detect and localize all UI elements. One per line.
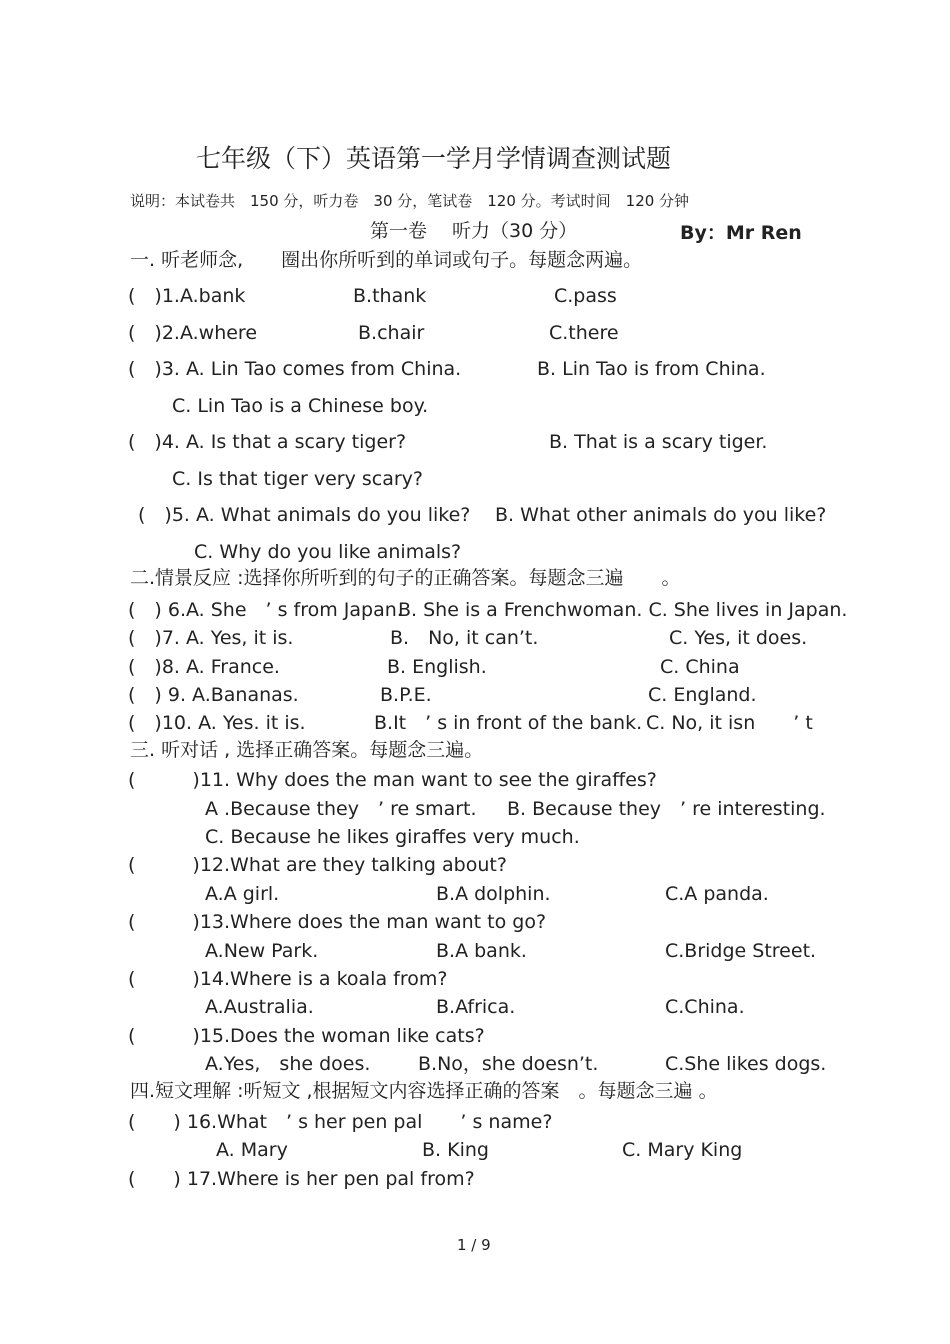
question-stem: ( ) 6.A. She ’ s from Japan. <box>128 599 403 621</box>
option-c: C. No, it isn ’ t <box>646 712 813 734</box>
option-b: B.A bank. <box>436 940 527 962</box>
author-label: By：Mr Ren <box>680 222 802 244</box>
option-b: B. She is a Frenchwoman. C. She lives in Japan. <box>398 599 848 621</box>
option-a: A.Australia. <box>205 996 314 1018</box>
option-b: B. Because they ’ re interesting. <box>507 798 826 820</box>
option-b: B. Lin Tao is from China. <box>537 358 766 380</box>
option-c: C. Yes, it does. <box>669 627 808 649</box>
question-stem: ( )7. A. Yes, it is. <box>128 627 294 649</box>
section-heading: 二.情景反应 :选择你所听到的句子的正确答案。每题念三遍 。 <box>130 567 681 589</box>
question-stem: ( ) 16.What ’ s her pen pal ’ s name? <box>128 1111 553 1133</box>
section-heading: 四.短文理解 :听短文 ,根据短文内容选择正确的答案 。每题念三遍 。 <box>130 1080 718 1102</box>
option-a: A .Because they ’ re smart. <box>205 798 477 820</box>
option-c: C.She likes dogs. <box>665 1053 827 1075</box>
option-a: A.A girl. <box>205 883 280 905</box>
section-heading: 三. 听对话 , 选择正确答案。每题念三遍。 <box>130 739 484 761</box>
option-c: C. Why do you like animals? <box>194 541 462 563</box>
exam-title: 七年级（下）英语第一学月学情调查测试题 <box>196 144 672 173</box>
question-stem: ( )8. A. France. <box>128 656 280 678</box>
question-stem: ( ) 17.Where is her pen pal from? <box>128 1168 475 1190</box>
option-c: C. Lin Tao is a Chinese boy. <box>172 395 429 417</box>
exam-instructions: 说明：本试卷共 150 分，听力卷 30 分，笔试卷 120 分。考试时间 120 分钟 <box>130 192 690 210</box>
question-stem: ( )11. Why does the man want to see the giraffes? <box>128 769 657 791</box>
option-b: B.A dolphin. <box>436 883 551 905</box>
option-c: C. Is that tiger very scary? <box>172 468 423 490</box>
option-b: B. What other animals do you like? <box>495 504 827 526</box>
option-a: A.Yes, she does. <box>205 1053 371 1075</box>
option-a: A.New Park. <box>205 940 319 962</box>
option-b: B. That is a scary tiger. <box>549 431 768 453</box>
page-number: 1 / 9 <box>457 1236 491 1254</box>
question-stem: ( )2.A.where <box>128 322 258 344</box>
option-b: B.No，she doesn’t. <box>418 1053 599 1075</box>
option-c: C.China. <box>665 996 745 1018</box>
option-c: C.A panda. <box>665 883 769 905</box>
option-c: C.there <box>549 322 619 344</box>
question-stem: ( ) 9. A.Bananas. <box>128 684 299 706</box>
option-c: C. Because he likes giraffes very much. <box>205 826 580 848</box>
option-b: B.It ’ s in front of the bank. <box>374 712 643 734</box>
section-heading: 一. 听老师念, 圈出你所听到的单词或句子。每题念两遍。 <box>130 249 643 271</box>
option-c: C.Bridge Street. <box>665 940 817 962</box>
option-c: C.pass <box>554 285 617 307</box>
question-stem: ( )10. A. Yes. it is. <box>128 712 306 734</box>
question-stem: ( )13.Where does the man want to go? <box>128 911 547 933</box>
question-stem: ( )15.Does the woman like cats? <box>128 1025 485 1047</box>
option-b: B. King <box>422 1139 489 1161</box>
question-stem: ( )1.A.bank <box>128 285 246 307</box>
question-stem: ( )12.What are they talking about? <box>128 854 507 876</box>
option-c: C. England. <box>648 684 757 706</box>
option-a: A. Mary <box>216 1139 288 1161</box>
option-b: B.thank <box>353 285 427 307</box>
option-c: C. Mary King <box>622 1139 743 1161</box>
question-stem: ( )4. A. Is that a scary tiger? <box>128 431 407 453</box>
option-b: B. No, it can’t. <box>390 627 539 649</box>
option-b: B.P.E. <box>380 684 432 706</box>
option-c: C. China <box>660 656 740 678</box>
question-stem: ( )3. A. Lin Tao comes from China. <box>128 358 462 380</box>
option-b: B. English. <box>387 656 487 678</box>
option-b: B.chair <box>358 322 425 344</box>
option-b: B.Africa. <box>436 996 516 1018</box>
part-header: 第一卷 听力（30 分） <box>370 220 578 242</box>
question-stem: ( )14.Where is a koala from? <box>128 968 448 990</box>
question-stem: ( )5. A. What animals do you like? <box>138 504 471 526</box>
